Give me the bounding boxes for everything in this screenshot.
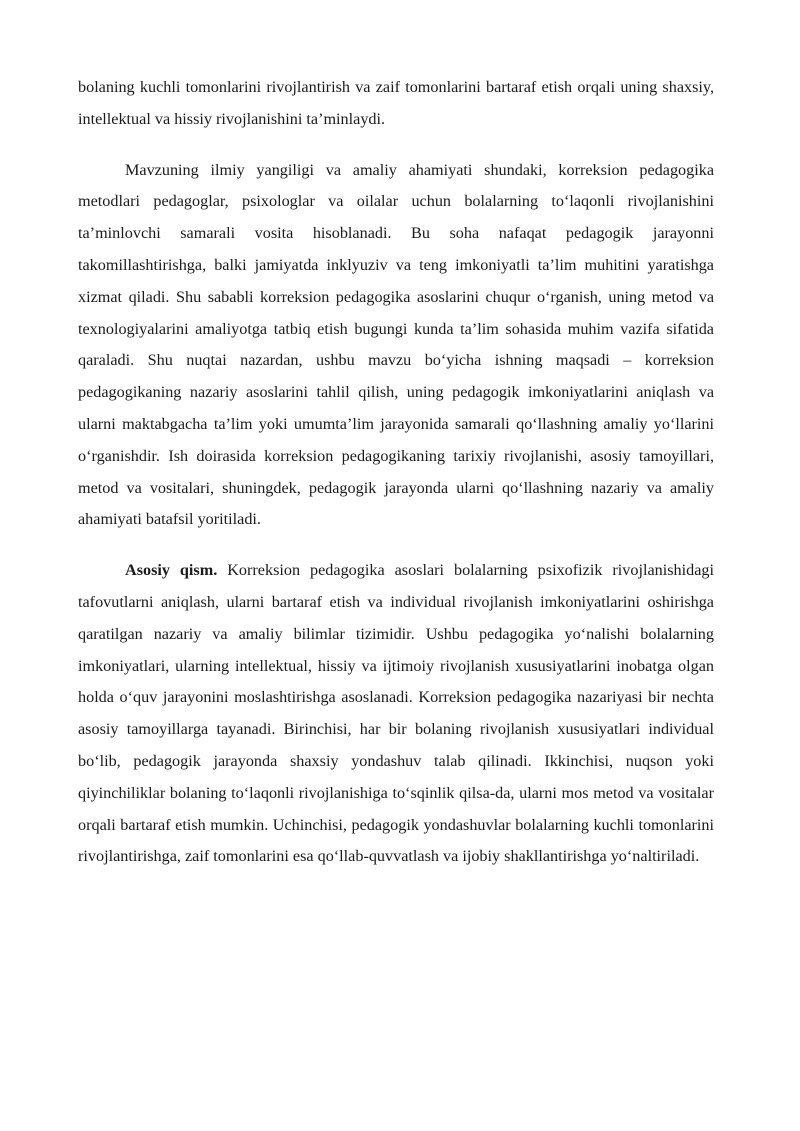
paragraph-text: bolaning kuchli tomonlarini rivojlantirish va zaif tomonlarini bartaraf etish orqali uning shaxsiy, intellektual va hissiy rivojlanishini ta’minlaydi. [78,78,714,128]
paragraph-novelty [78,155,714,537]
paragraph-text: Korreksion pedagogika asoslari bolalarning psixofizik rivojlanishidagi tafovutlarni aniqlash, ularni bartaraf etish va individual rivojlanish imkoniyatlarini oshirishga qaratilgan nazariy va amaliy bilimlar tizimidir. Ushbu pedagogika yo‘nalishi bolalarning imkoniyatlari, ularning intellektual, hissiy va ijtimoiy rivojlanish xususiyatlarini inobatga olgan holda o‘quv jarayonini moslashtirishga asoslanadi. Korreksion pedagogika nazariyasi bir nechta asosiy tamoyillarga tayanadi. Birinchisi, har bir bolaning rivojlanish xususiyatlari individual bo‘lib, pedagogik jarayonda shaxsiy yondashuv talab qilinadi. Ikkinchisi, nuqson yoki qiyinchiliklar bolaning to‘laqonli rivojlanishiga to‘sqinlik qilsa-da, ularni mos metod va vositalar orqali bartaraf etish mumkin. Uchinchisi, pedagogik yondashuvlar bolalarning kuchli tomonlarini rivojlantirishga, zaif tomonlarini esa qo‘llab-quvvatlash va ijobiy shakllantirishga yo‘naltiriladi. [78,561,714,866]
paragraph-continuation [78,72,714,136]
paragraph-text: Mavzuning ilmiy yangiligi va amaliy ahamiyati shundaki, korreksion pedagogika metodlari pedagoglar, psixologlar va oilalar uchun bolalarning to‘laqonli rivojlanishini ta’minlovchi samarali vosita hisoblanadi. Bu soha nafaqat pedagogik jarayonni takomillashtirishga, balki jamiyatda inklyuziv va teng imkoniyatli ta’lim muhitini yaratishga xizmat qiladi. Shu sababli korreksion pedagogika asoslarini chuqur o‘rganish, uning metod va texnologiyalarini amaliyotga tatbiq etish bugungi kunda ta’lim sohasida muhim vazifa sifatida qaraladi. Shu nuqtai nazardan, ushbu mavzu bo‘yicha ishning maqsadi – korreksion pedagogikaning nazariy asoslarini tahlil qilish, uning pedagogik imkoniyatlarini aniqlash va ularni maktabgacha ta’lim yoki umumta’lim jarayonida samarali qo‘llashning amaliy yo‘llarini o‘rganishdir. Ish doirasida korreksion pedagogikaning tarixiy rivojlanishi, asosiy tamoyillari, metod va vositalari, shuningdek, pedagogik jarayonda ularni qo‘llashning nazariy va amaliy ahamiyati batafsil yoritiladi. [78,160,714,529]
section-heading-inline: Asosiy qism. [125,561,218,580]
document-page [78,72,714,873]
paragraph-main-part [78,555,714,873]
